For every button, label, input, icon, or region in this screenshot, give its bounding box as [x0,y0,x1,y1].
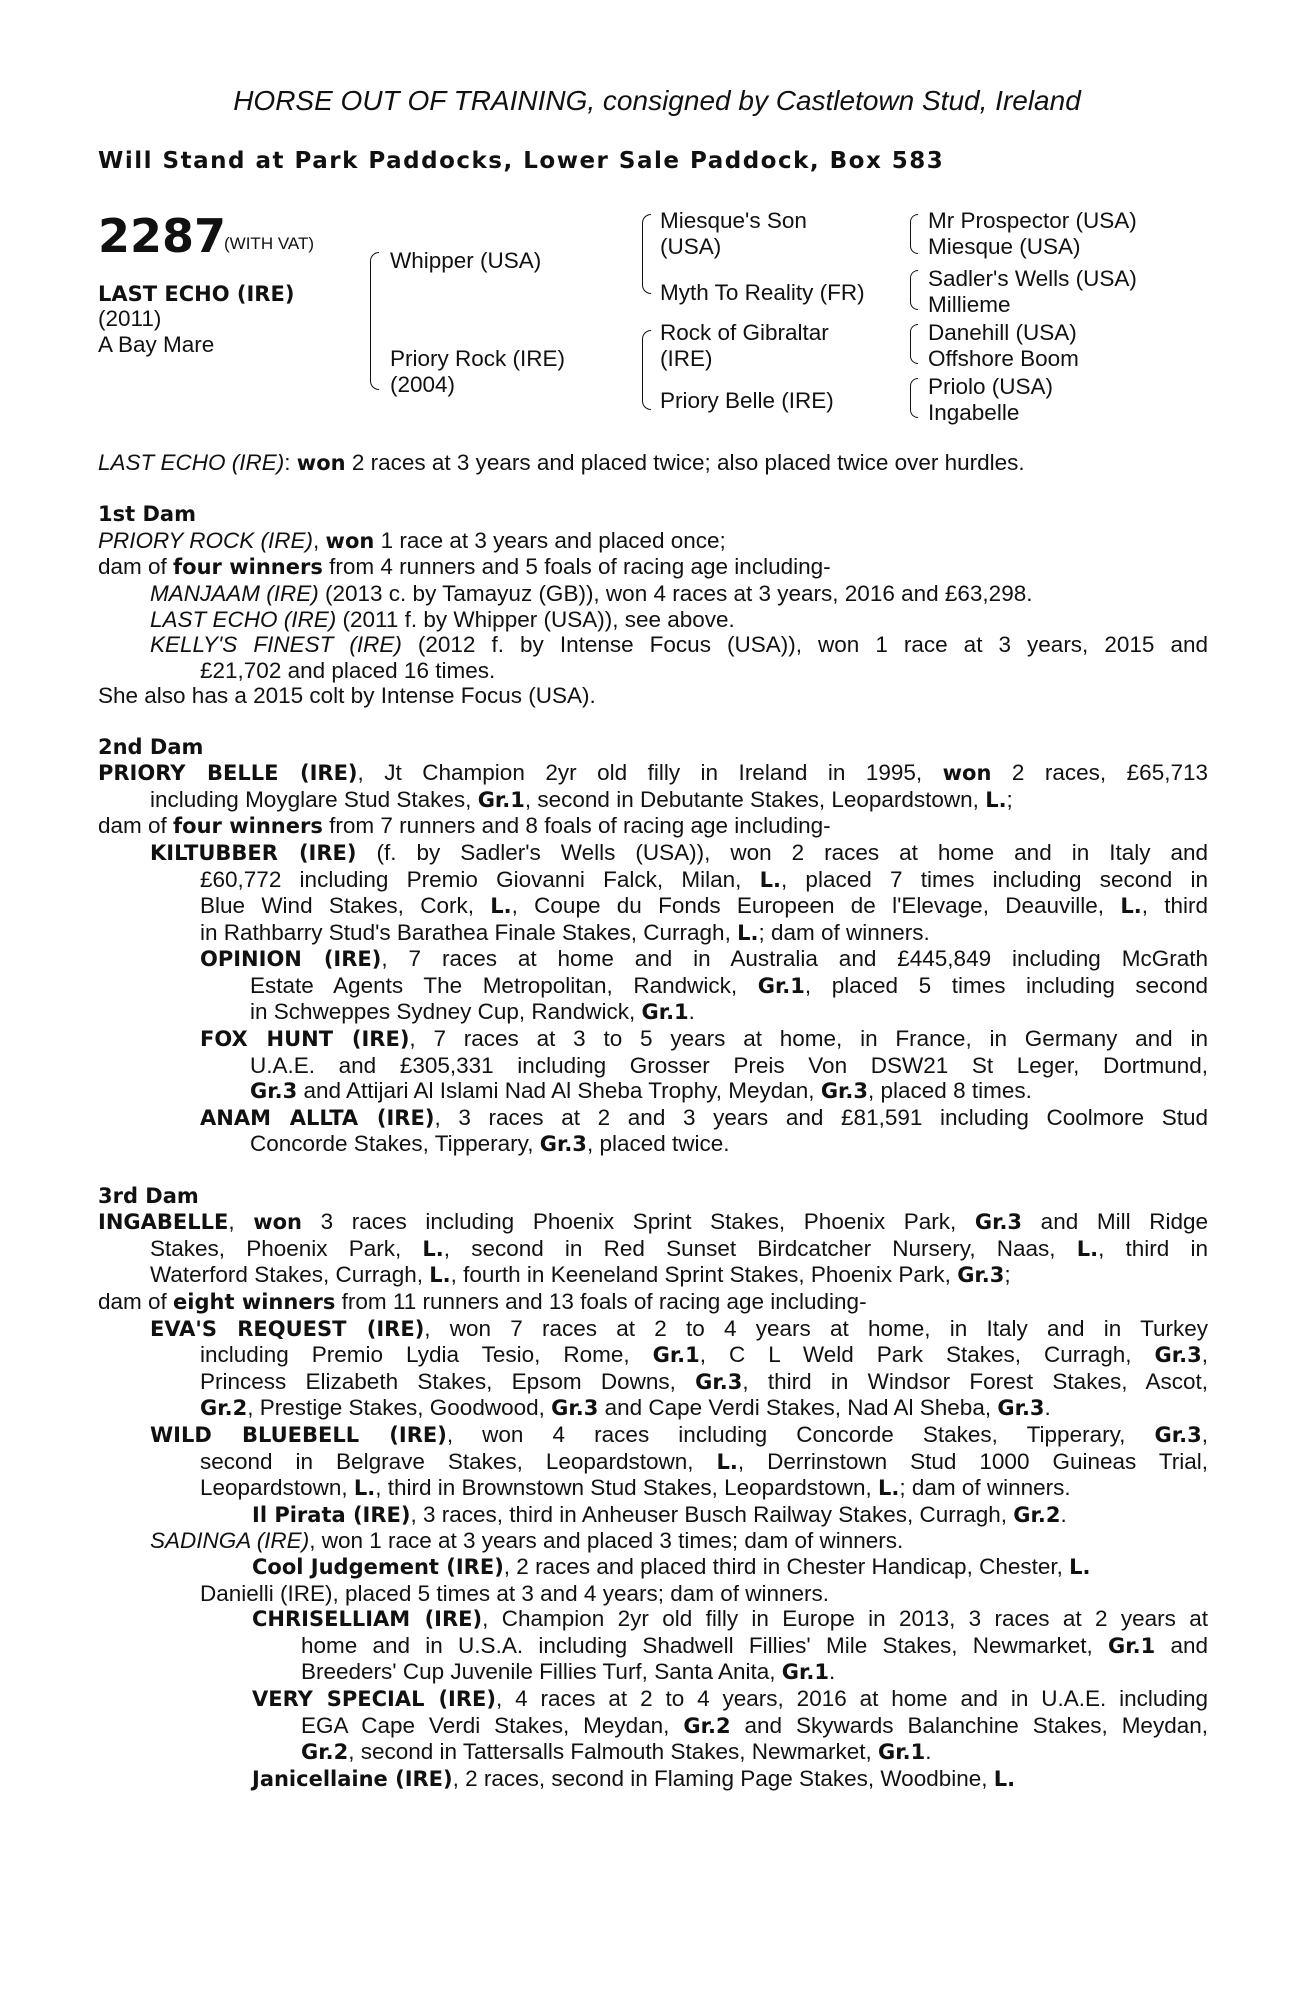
second-dam-line: PRIORY BELLE (IRE), Jt Champion 2yr old filly in Ireland in 1995, won 2 races, £65,713 [98,760,1209,786]
produce-evas-request: EVA'S REQUEST (IRE), won 7 races at 2 to 4 years at home, in Italy and in Turkey [150,1315,1208,1341]
produce-very-special: VERY SPECIAL (IRE), 4 races at 2 to 4 years, 2016 at home and in U.A.E. including [252,1685,1208,1711]
produce-anam-allta: ANAM ALLTA (IRE), 3 races at 2 and 3 years and £81,591 including Coolmore Stud [200,1104,1208,1130]
second-dam-heading: 2nd Dam [98,734,204,759]
pedigree-brace-ss [910,214,918,254]
produce-wild-bluebell: WILD BLUEBELL (IRE), won 4 races including Concorde Stakes, Tipperary, Gr.3, [150,1421,1208,1447]
produce-danielli: Danielli (IRE), placed 5 times at 3 and 4 years; dam of winners. [200,1580,830,1606]
first-dam-line: PRIORY ROCK (IRE), won 1 race at 3 years and placed once; [98,527,726,553]
pedigree-dds: Priolo (USA) [928,374,1054,399]
third-dam-heading: 3rd Dam [98,1183,199,1208]
pedigree-dam-year: (2004) [390,372,456,397]
produce-fox-hunt: FOX HUNT (IRE), 7 races at 3 to 5 years at home, in France, in Germany and in [200,1026,1208,1052]
second-dam-produce-summary: dam of four winners from 7 runners and 8 foals of racing age including- [98,813,831,839]
produce-sadinga: SADINGA (IRE), won 1 race at 3 years and placed 3 times; dam of winners. [150,1528,904,1554]
produce-il-pirata: Il Pirata (IRE), 3 races, third in Anheuser Busch Railway Stakes, Curragh, Gr.2. [252,1501,1067,1527]
pedigree-sire-dam: Myth To Reality (FR) [660,280,865,305]
produce-manjaam: MANJAAM (IRE) (2013 c. by Tamayuz (GB)), won 4 races at 3 years, 2016 and £63,298. [150,580,1033,606]
pedigree-sire-sire: Miesque's Son [660,208,807,233]
first-dam-note: She also has a 2015 colt by Intense Focus (USA). [98,683,596,709]
produce-opinion: OPINION (IRE), 7 races at home and in Australia and £445,849 including McGrath [200,946,1208,972]
pedigree-sire-sire-country: (USA) [660,234,722,259]
first-dam-heading: 1st Dam [98,502,196,527]
foaling-year: (2011) [98,306,162,331]
pedigree-dsd: Offshore Boom [928,346,1079,371]
horse-description: A Bay Mare [98,332,215,357]
pedigree-brace-dd [910,378,918,418]
pedigree-dam: Priory Rock (IRE) [390,346,566,371]
produce-kellys-finest-cont: £21,702 and placed 16 times. [200,657,496,683]
produce-chriselliam: CHRISELLIAM (IRE), Champion 2yr old filly in Europe in 2013, 3 races at 2 years at [252,1606,1208,1632]
produce-janicellaine: Janicellaine (IRE), 2 races, second in Flaming Page Stakes, Woodbine, L. [252,1765,1016,1791]
pedigree-brace-ds [910,324,918,364]
pedigree-sdd: Millieme [928,292,1011,317]
vat-note: (WITH VAT) [224,234,315,253]
pedigree-brace-sd [910,270,918,310]
pedigree-brace-dam [642,330,651,410]
third-dam-produce-summary: dam of eight winners from 11 runners and 13 foals of racing age including- [98,1289,867,1314]
pedigree-brace-sire [642,214,651,294]
pedigree-dam-sire: Rock of Gibraltar [660,320,829,345]
produce-kellys-finest: KELLY'S FINEST (IRE) (2012 f. by Intense Focus (USA)), won 1 race at 3 years, 2015 and [150,632,1208,658]
pedigree-ssd: Miesque (USA) [928,234,1081,259]
pedigree-sss: Mr Prospector (USA) [928,208,1137,233]
produce-kiltubber: KILTUBBER (IRE) (f. by Sadler's Wells (USA)), won 2 races at home and in Italy and [150,839,1208,865]
stand-location: Will Stand at Park Paddocks, Lower Sale Paddock, Box 583 [98,148,945,174]
pedigree-dss: Danehill (USA) [928,320,1077,345]
consignment-line: HORSE OUT OF TRAINING, consigned by Castletown Stud, Ireland [233,85,1081,116]
catalogue-body: LAST ECHO (IRE): won 2 races at 3 years and placed twice; also placed twice over hurdles. 1st Dam PRIORY ROCK (IRE), won 1 race at 3 years and placed once; dam of four winners from 4 runners and 5 foals of racing age including- MANJAAM (IRE) (2013 c. by Tamayuz (GB)), won 4 races at 3 years, 2016 and £63,298. LAST ECHO (IRE) (2011 f. by Whipper (USA)), see above. KELLY'S FINEST (IRE) (2012 f. by Intense Focus (USA)), won 1 race at 3 years, 2015 and £21,702 and placed 16 times. She also has a 2015 colt by Intense Focus (USA). 2nd Dam PRIORY BELLE (IRE), Jt Champion 2yr old filly in Ireland in 1995, won 2 races, £65,713 including Moyglare Stud Stakes, Gr.1, second in Debutante Stakes, Leopardstown, L.; dam of four winners from 7 runners and 8 foals of racing age including- KILTUBBER (IRE) (f. by Sadler's Wells (USA)), won 2 races at home and in Italy and £60,772 including Premio Giovanni Falck, Milan, L., placed 7 times including second in Blue Wind Stakes, Cork, L., Coupe du Fonds Europeen de l'Elevage, Deauville, L., third in Rathbarry Stud's Barathea Finale Stakes, Curragh, L.; dam of winners. OPINION (IRE), 7 races at home and in Australia and £445,849 including McGrath Estate Agents The Metropolitan, Randwick, Gr.1, placed 5 times including second in Schweppes Sydney Cup, Randwick, Gr.1. FOX HUNT (IRE), 7 races at 3 to 5 years at home, in France, in Germany and in U.A.E. and £305,331 including Grosser Preis Von DSW21 St Leger, Dortmund, Gr.3 and Attijari Al Islami Nad Al Sheba Trophy, Meydan, Gr.3, placed 8 times. ANAM ALLTA (IRE), 3 races at 2 and 3 years and £81,591 including Coolmore Stud Concorde Stakes, Tipperary, Gr.3, placed twice. 3rd Dam INGABELLE, won 3 races including Phoenix Sprint Stakes, Phoenix Park, Gr.3 and Mill Ridge Stakes, Phoenix Park, L., second in Red Sunset Birdcatcher Nursery, Naas, L., third in Waterford Stakes, Curragh, L., fourth in Keeneland Sprint Stakes, Phoenix Park, Gr.3; dam of eight winners from 11 runners and 13 foals of racing age including- EVA'S REQUEST (IRE), won 7 races at 2 to 4 years at home, in Italy and in Turkey including Premio Lydia Tesio, Rome, Gr.1, C L Weld Park Stakes, Curragh, Gr.3, Princess Elizabeth Stakes, Epsom Downs, Gr.3, third in Windsor Forest Stakes, Ascot, Gr.2, Prestige Stakes, Goodwood, Gr.3 and Cape Verdi Stakes, Nad Al Sheba, Gr.3. WILD BLUEBELL (IRE), won 4 races including Concorde Stakes, Tipperary, Gr.3, second in Belgrave Stakes, Leopardstown, L., Derrinstown Stud 1000 Guineas Trial, Leopardstown, L., third in Brownstown Stud Stakes, Leopardstown, L.; dam of winners. Il Pirata (IRE), 3 races, third in Anheuser Busch Railway Stakes, Curragh, Gr.2. SADINGA (IRE), won 1 race at 3 years and placed 3 times; dam of winners. Cool Judgement (IRE), 2 races and placed third in Chester Handicap, Chester, L. Danielli (IRE), placed 5 times at 3 and 4 years; dam of winners. CHRISELLIAM (IRE), Champion 2yr old filly in Europe in 2013, 3 races at 2 years at home and in U.S.A. including Shadwell Fillies' Mile Stakes, Newmarket, Gr.1 and Breeders' Cup Juvenile Fillies Turf, Santa Anita, Gr.1. VERY SPECIAL (IRE), 4 races at 2 to 4 years, 2016 at home and in U.A.E. including EGA Cape Verdi Stakes, Meydan, Gr.2 and Skywards Balanchine Stakes, Meydan, Gr.2, second in Tattersalls Falmouth Stakes, Newmarket, Gr.1. Janicellaine (IRE), 2 races, second in Flaming Page Stakes, Woodbine, L. [98,450,1209,1791]
pedigree-brace-main [370,252,379,390]
horse-name: LAST ECHO (IRE) [98,282,295,306]
pedigree-dam-sire-country: (IRE) [660,346,713,371]
second-dam-line-2: including Moyglare Stud Stakes, Gr.1, second in Debutante Stakes, Leopardstown, L.; [150,786,1013,812]
pedigree-ddd: Ingabelle [928,400,1020,425]
pedigree-sds: Sadler's Wells (USA) [928,266,1137,291]
race-record: LAST ECHO (IRE): won 2 races at 3 years and placed twice; also placed twice over hurdles. [98,450,1025,475]
first-dam-produce-summary: dam of four winners from 4 runners and 5 foals of racing age including- [98,554,831,580]
record-horse-name: LAST ECHO (IRE) [98,450,285,475]
pedigree-dam-dam: Priory Belle (IRE) [660,388,834,413]
third-dam-line: INGABELLE, won 3 races including Phoenix Sprint Stakes, Phoenix Park, Gr.3 and Mill Ridge [98,1209,1208,1235]
pedigree-sire: Whipper (USA) [390,248,542,273]
produce-last-echo: LAST ECHO (IRE) (2011 f. by Whipper (USA)), see above. [150,606,735,632]
produce-cool-judgement: Cool Judgement (IRE), 2 races and placed third in Chester Handicap, Chester, L. [252,1553,1091,1579]
lot-number: 2287 [98,209,227,263]
